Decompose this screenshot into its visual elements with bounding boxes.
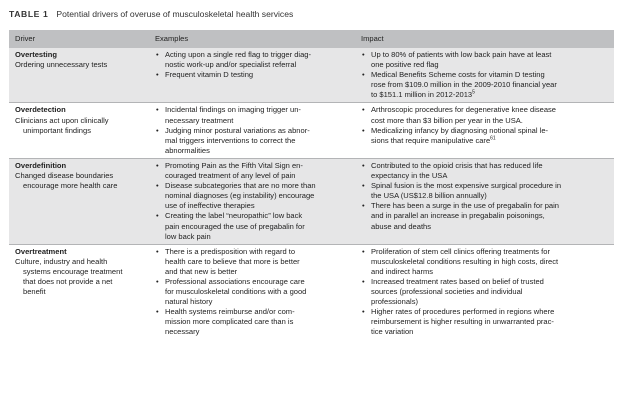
impact-item-line: expectancy in the USA	[371, 171, 448, 181]
impact-item-line: cost more than $3 billion per year in the USA.	[371, 115, 523, 125]
example-item-line: • Frequent vitamin D testing	[165, 70, 254, 80]
example-item	[155, 247, 349, 277]
impact-item-line: the USA (US$12.8 billion annually)	[371, 191, 487, 201]
driver-name: Overdefinition	[15, 160, 67, 170]
driver-description-line: that does not provide a net	[23, 276, 113, 286]
example-item-line: • Incidental findings on imaging trigger un-	[165, 105, 301, 115]
example-item	[155, 181, 349, 211]
driver-name: Overdetection	[15, 105, 66, 115]
impact-cell	[355, 48, 614, 103]
example-item-line: • Creating the label “neuropathic” low back	[165, 211, 303, 221]
impact-item-line: one positive red flag	[371, 60, 439, 70]
impact-item-line: sources (professional societies and individual	[371, 287, 523, 297]
example-item-line: nostic work-up and/or specialist referral	[165, 60, 297, 70]
impact-item-line: tice variation	[371, 327, 414, 337]
column-header-examples: Examples	[149, 30, 355, 48]
driver-description	[15, 116, 143, 136]
impact-item-line: • Up to 80% of patients with low back pain have at least	[371, 50, 552, 59]
driver-description	[15, 171, 143, 191]
impact-item-line: • Contributed to the opioid crisis that has reduced life	[371, 160, 543, 170]
impact-item-line: • Medicalizing infancy by diagnosing notional spinal le-	[371, 125, 549, 135]
impact-list	[361, 50, 608, 100]
impact-item-line: rose from $109.0 million in the 2009-2010 financial year	[371, 80, 557, 90]
driver-description	[15, 60, 143, 70]
table-caption	[9, 9, 293, 19]
example-item-line: for musculoskeletal conditions with a good	[165, 287, 307, 297]
impact-item	[361, 105, 608, 125]
example-item-line: necessary	[165, 327, 200, 337]
example-item-line: • Judging minor postural variations as abnor-	[165, 125, 310, 135]
example-item	[155, 50, 349, 70]
table-number: TABLE 1	[9, 9, 49, 19]
example-item-line: • Acting upon a single red flag to trigger diag-	[165, 50, 311, 59]
example-item	[155, 211, 349, 241]
driver-description-line: encourage more health care	[23, 181, 118, 191]
example-item	[155, 277, 349, 307]
example-item-line: • There is a predisposition with regard to	[165, 246, 296, 256]
example-item-line: • Promoting Pain as the Fifth Vital Sign en-	[165, 160, 303, 170]
example-item-line: nominal diagnoses (eg instability) encourage	[165, 191, 315, 201]
examples-list	[155, 247, 349, 338]
examples-list	[155, 161, 349, 242]
examples-cell	[149, 244, 355, 339]
impact-item-line: and in parallel an increase in pregabalin poisonings,	[371, 211, 545, 221]
table-title: Potential drivers of overuse of musculoskeletal health services	[56, 9, 294, 19]
example-item-line: necessary treatment	[165, 115, 234, 125]
driver-cell	[9, 48, 149, 103]
impact-item-line: sions that require manipulative care$^{61}$	[371, 135, 496, 145]
driver-description-line: Clinicians act upon clinically	[15, 115, 109, 125]
example-item	[155, 307, 349, 337]
table-header-row	[9, 30, 614, 48]
reference-superscript: 61	[490, 135, 496, 142]
impact-item	[361, 161, 608, 181]
examples-list	[155, 50, 349, 80]
impact-item-line: professionals)	[371, 297, 418, 307]
impact-item-line: musculoskeletal conditions resulting in high costs, direct	[371, 256, 559, 266]
impact-item-line: • Arthroscopic procedures for degenerative knee disease	[371, 105, 557, 115]
examples-list	[155, 105, 349, 155]
example-item-line: low back pain	[165, 231, 211, 241]
example-item-line: • Disease subcategories that are no more than	[165, 181, 316, 191]
examples-cell	[149, 48, 355, 103]
example-item-line: couraged treatment of any level of pain	[165, 171, 296, 181]
driver-description-line: benefit	[23, 287, 46, 297]
impact-cell	[355, 103, 614, 158]
driver-cell	[9, 244, 149, 339]
impact-item	[361, 247, 608, 277]
column-header-driver: Driver	[9, 30, 149, 48]
driver-description-line: Culture, industry and health	[15, 256, 108, 266]
example-item	[155, 126, 349, 156]
impact-item	[361, 70, 608, 100]
impact-item-line: • Medical Benefits Scheme costs for vitamin D testing	[371, 70, 545, 80]
impact-item-line: • Proliferation of stem cell clinics offering treatments for	[371, 246, 550, 256]
driver-name: Overtreatment	[15, 246, 67, 256]
example-item-line: and that new is better	[165, 266, 238, 276]
driver-description-line: Changed disease boundaries	[15, 171, 114, 181]
example-item-line: mission more complicated care than is	[165, 317, 294, 327]
table-row	[9, 158, 614, 244]
impact-cell	[355, 158, 614, 244]
impact-item	[361, 201, 608, 231]
example-item-line: natural history	[165, 297, 213, 307]
example-item-line: abnormalities	[165, 145, 210, 155]
examples-cell	[149, 103, 355, 158]
example-item	[155, 105, 349, 125]
driver-cell	[9, 158, 149, 244]
table-row	[9, 244, 614, 339]
impact-list	[361, 247, 608, 338]
impact-list	[361, 161, 608, 232]
example-item-line: health care to believe that more is better	[165, 256, 300, 266]
impact-item	[361, 277, 608, 307]
driver-description	[15, 257, 143, 297]
driver-cell	[9, 103, 149, 158]
example-item	[155, 161, 349, 181]
example-item-line: pain encouraged the use of pregabalin for	[165, 221, 305, 231]
driver-description-line: unimportant findings	[23, 125, 91, 135]
impact-item-line: reimbursement is higher resulting in unwarranted prac-	[371, 317, 554, 327]
example-item-line: • Professional associations encourage care	[165, 276, 305, 286]
column-header-impact: Impact	[355, 30, 614, 48]
impact-item	[361, 50, 608, 70]
impact-item-line: to $151.1 million in 2012-2013$^5$	[371, 89, 475, 100]
impact-item-line: • Higher rates of procedures performed in regions where	[371, 307, 555, 317]
impact-item	[361, 307, 608, 337]
table-row	[9, 103, 614, 158]
impact-item-line: and indirect harms	[371, 266, 434, 276]
driver-description-line: systems encourage treatment	[23, 266, 123, 276]
impact-item	[361, 126, 608, 146]
impact-cell	[355, 244, 614, 339]
drivers-table	[9, 30, 614, 340]
example-item-line: mal triggers interventions to correct the	[165, 135, 296, 145]
impact-item	[361, 181, 608, 201]
example-item	[155, 70, 349, 80]
reference-superscript: 5	[472, 89, 475, 96]
table-body	[9, 48, 614, 340]
driver-description-line: Ordering unnecessary tests	[15, 60, 108, 70]
example-item-line: • Health systems reimburse and/or com-	[165, 307, 295, 317]
impact-item-line: • Spinal fusion is the most expensive surgical procedure in	[371, 181, 562, 191]
example-item-line: use of ineffective therapies	[165, 201, 255, 211]
table-row	[9, 48, 614, 103]
examples-cell	[149, 158, 355, 244]
impact-item-line: abuse and deaths	[371, 221, 432, 231]
impact-item-line: • There has been a surge in the use of pregabalin for pain	[371, 201, 559, 211]
impact-item-line: • Increased treatment rates based on belief of trusted	[371, 276, 544, 286]
driver-name: Overtesting	[15, 50, 57, 59]
impact-list	[361, 105, 608, 145]
